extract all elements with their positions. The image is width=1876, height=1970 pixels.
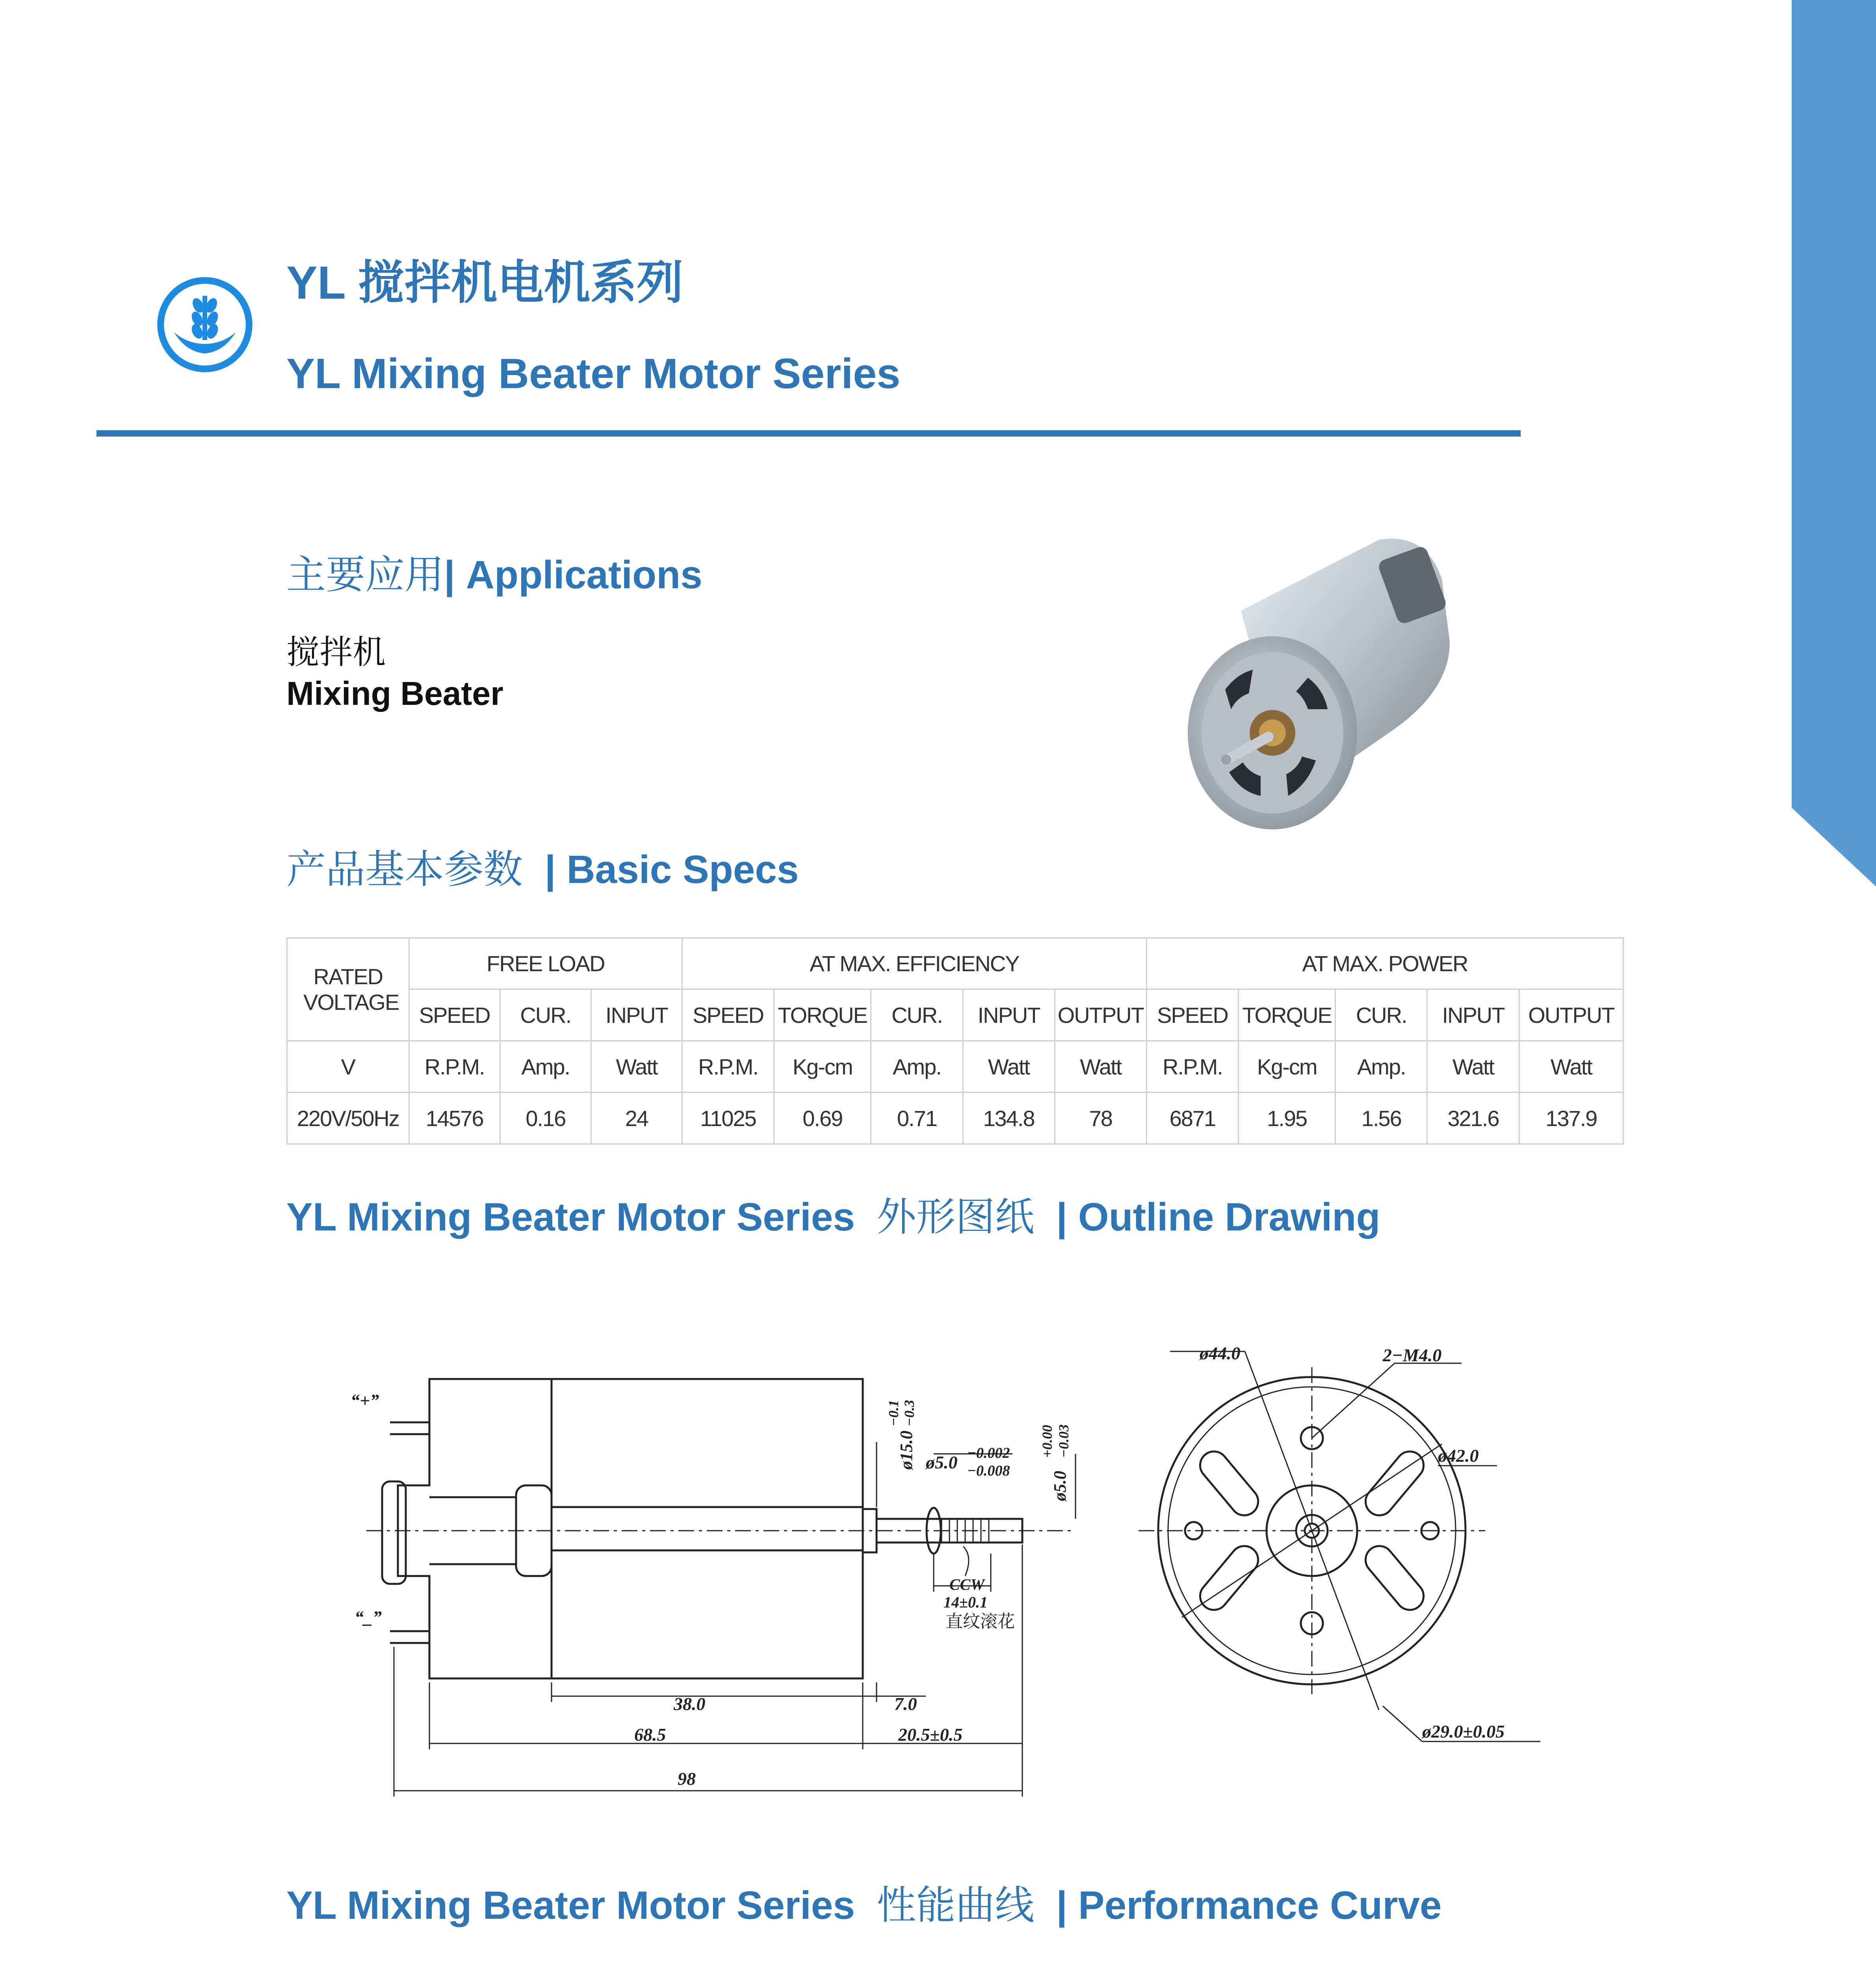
dim-knurl-tol-a: +0.00 — [1039, 1425, 1055, 1458]
dim-boss-tol-a: −0.1 — [886, 1400, 901, 1426]
spec-value-cell: 137.9 — [1519, 1093, 1623, 1144]
spec-value-cell: 1.56 — [1335, 1093, 1427, 1144]
performance-heading — [286, 1873, 1442, 1930]
spec-unit-cell: Kg-cm — [774, 1041, 871, 1093]
rated-voltage-header: RATED VOLTAGE — [287, 938, 409, 1041]
performance-heading-series: YL Mixing Beater Motor Series — [286, 1883, 855, 1927]
applications-heading-cn: 主要应用 — [286, 553, 444, 597]
spec-column-header: SPEED — [409, 989, 500, 1041]
spec-unit-cell: Watt — [591, 1041, 682, 1093]
spec-column-header: INPUT — [591, 989, 682, 1041]
outline-heading — [286, 1185, 1380, 1242]
spec-value-cell: 134.8 — [963, 1093, 1055, 1144]
page-title-en: YL Mixing Beater Motor Series — [286, 349, 901, 397]
spec-value-cell: 11025 — [682, 1093, 774, 1144]
application-item-cn: 搅拌机 — [286, 634, 386, 671]
brand-logo — [157, 277, 253, 373]
spec-value-cell: 78 — [1055, 1093, 1146, 1144]
side-decoration-strip — [1792, 0, 1876, 886]
spec-value-cell: 0.69 — [774, 1093, 871, 1144]
dim-98: 98 — [678, 1769, 696, 1789]
spec-unit-cell: Watt — [963, 1041, 1055, 1093]
spec-unit-cell: R.P.M. — [682, 1041, 774, 1093]
spec-column-header: CUR. — [500, 989, 591, 1041]
dim-44: ø44.0 — [1200, 1343, 1241, 1363]
spec-column-header: TORQUE — [1239, 989, 1335, 1041]
applications-heading-en: | Applications — [444, 553, 702, 597]
dim-m4: 2−M4.0 — [1383, 1345, 1442, 1365]
outline-heading-cn: 外形图纸 — [877, 1195, 1035, 1239]
dim-shaft-tol-a: −0.002 — [967, 1445, 1010, 1461]
outline-heading-en: | Outline Drawing — [1056, 1195, 1380, 1239]
minus-terminal-label: “_” — [355, 1607, 382, 1627]
spec-value-cell: 321.6 — [1427, 1093, 1519, 1144]
spec-unit-cell: Watt — [1055, 1041, 1146, 1093]
spec-unit-cell: R.P.M. — [409, 1041, 500, 1093]
specs-heading-cn: 产品基本参数 — [286, 847, 523, 892]
applications-heading — [286, 543, 702, 600]
ccw-label: CCW — [949, 1576, 984, 1593]
spec-value-cell: 24 — [591, 1093, 682, 1144]
spec-unit-cell: Kg-cm — [1239, 1041, 1335, 1093]
spec-column-header: TORQUE — [774, 989, 871, 1041]
plus-terminal-label: “+” — [351, 1390, 379, 1411]
spec-unit-cell: V — [287, 1041, 409, 1093]
outline-drawing — [335, 1324, 1596, 1812]
spec-column-header: SPEED — [1146, 989, 1238, 1041]
dim-boss-dia: ø15.0 — [897, 1431, 916, 1470]
dim-boss-tol-b: −0.3 — [901, 1400, 917, 1426]
spec-column-header: CUR. — [871, 989, 963, 1041]
spec-unit-cell: R.P.M. — [1146, 1041, 1238, 1093]
specs-table — [286, 937, 1624, 1145]
dim-shaft-dia: ø5.0 — [926, 1452, 958, 1472]
spec-value-cell: 1.95 — [1239, 1093, 1335, 1144]
spec-unit-cell: Amp. — [871, 1041, 963, 1093]
dim-29: ø29.0±0.05 — [1422, 1721, 1505, 1741]
max-power-header: AT MAX. POWER — [1146, 938, 1623, 989]
performance-heading-cn: 性能曲线 — [877, 1883, 1035, 1927]
knurl-label-cn: 直纹滚花 — [945, 1612, 1015, 1631]
dim-knurl-dia: ø5.0 — [1050, 1471, 1070, 1501]
spec-value-cell: 14576 — [409, 1093, 500, 1144]
spec-value-cell: 0.71 — [871, 1093, 963, 1144]
free-load-header: FREE LOAD — [409, 938, 682, 989]
knurl-length: 14±0.1 — [944, 1593, 988, 1611]
spec-column-header: INPUT — [1427, 989, 1519, 1041]
spec-column-header: SPEED — [682, 989, 774, 1041]
spec-value-cell: 220V/50Hz — [287, 1093, 409, 1144]
specs-heading-en: | Basic Specs — [544, 847, 799, 892]
spec-column-header: INPUT — [963, 989, 1055, 1041]
dim-shaft-tol-b: −0.008 — [967, 1463, 1010, 1479]
motor-product-image — [1142, 524, 1497, 839]
spec-value-cell: 0.16 — [500, 1093, 591, 1144]
spec-value-cell: 6871 — [1146, 1093, 1238, 1144]
max-efficiency-header: AT MAX. EFFICIENCY — [682, 938, 1146, 989]
spec-column-header: CUR. — [1335, 989, 1427, 1041]
spec-unit-cell: Amp. — [500, 1041, 591, 1093]
spec-column-header: OUTPUT — [1519, 989, 1623, 1041]
dim-38: 38.0 — [674, 1694, 706, 1714]
dim-42: ø42.0 — [1438, 1446, 1479, 1466]
dim-20-5: 20.5±0.5 — [898, 1725, 963, 1745]
performance-heading-en: | Performance Curve — [1056, 1883, 1442, 1927]
specs-heading — [286, 838, 799, 894]
page-title-cn: YL 搅拌机电机系列 — [286, 257, 684, 309]
dim-knurl-tol-b: −0.03 — [1056, 1424, 1072, 1458]
header-divider — [97, 430, 1521, 437]
spec-unit-cell: Watt — [1519, 1041, 1623, 1093]
spec-unit-cell: Watt — [1427, 1041, 1519, 1093]
dim-7: 7.0 — [894, 1694, 917, 1714]
dim-68-5: 68.5 — [634, 1725, 666, 1745]
application-item-en: Mixing Beater — [286, 675, 503, 712]
outline-heading-series: YL Mixing Beater Motor Series — [286, 1195, 855, 1239]
spec-unit-cell: Amp. — [1335, 1041, 1427, 1093]
spec-column-header: OUTPUT — [1055, 989, 1146, 1041]
